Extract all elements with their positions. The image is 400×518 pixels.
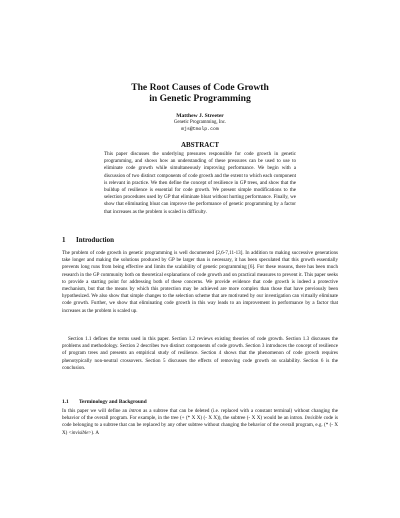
abstract-text: This paper discusses the underlying pressures responsible for code growth in genetic programming, and shows how an understanding of these pressures can be used to use to eliminate code growth while simultaneously improving performance. We begin with a discussion of two distinct components of code growth and the extent to which each component is relevant in practice. We then define the concept of resilience in GP trees, and show that the buildup of resilience is essential for code growth. We present simple modifications to the selection procedures used by GP that eliminate bloat without hurting performance. Finally, we show that eliminating bloat can improve the performance of genetic programming by a factor that increases as the problem is scaled in difficulty. xyxy=(104,151,296,215)
subsection-title: Terminology and Background xyxy=(79,399,147,405)
section-number: 1 xyxy=(62,236,66,244)
author-email: mjs@tmolp.com xyxy=(181,126,219,132)
abstract-heading: ABSTRACT xyxy=(180,141,220,149)
terminology-text-b: as a subtree that can be deleted (i.e. replaced with a constant terminal) without changing the behavior of the overall program. For example, in the tree (+ (* X X) (- X X)), the subtree (- X X) would be an intron. xyxy=(62,408,338,422)
terminology-text-a: In this paper we will define an xyxy=(62,408,130,414)
subsection-number: 1.1 xyxy=(62,399,69,405)
intro-paragraph-1: The problem of code growth in genetic programming is well documented [2,6-7,11-13]. In addition to making successive generations take longer and making the solutions produced by GP be larger than is necessary, it has been speculated that this growth essentially prevents long runs from being effective and limits the scalability of genetic programming [6]. For these reasons, there has been much research in the GP community both on theoretical explanations of code growth and on practical measures to prevent it. This paper seeks to provide a starting point for addressing both of these concerns. We provide evidence that code growth is indeed a protective mechanism, but that the means by which this protection may be achieved are more complex than those that have previously been hypothesized. We also show that simple changes to the selection scheme that are motivated by our investigation can virtually eliminate code growth. Further, we show that eliminating code growth in this way leads to an improvement in performance by a factor that increases as the problem is scaled up. xyxy=(62,250,338,314)
terminology-text-d: >). A xyxy=(88,429,99,436)
section-title: Introduction xyxy=(76,236,114,244)
paper-title-line2: in Genetic Programming xyxy=(149,93,251,104)
author-name: Matthew J. Streeter xyxy=(176,113,224,119)
terminology-paragraph xyxy=(62,408,338,437)
term-intron: intron xyxy=(129,408,142,414)
intro-paragraph-2: Section 1.1 defines the terms used in this paper. Section 1.2 reviews existing theories of code growth. Section 1.3 discusses the problems and methodology. Section 2 describes two distinct components of code growth. Section 3 introduces the concept of resilience of program trees and presents an empirical study of resilience. Section 4 shows that the phenomenon of code growth requires phenotypically non-neutral crossovers. Section 5 discusses the effects of removing code growth on scalability. Section 6 is the conclusion. xyxy=(62,336,338,371)
terminology-text-c: code is code belonging to a subtree that can be replaced by any other subtree without changing the behavior of the overall program, e.g. (* (- X X) < xyxy=(62,415,338,436)
paper-title-line1: The Root Causes of Code Growth xyxy=(131,82,269,93)
term-invisible: Invisible xyxy=(304,415,323,422)
term-invisible-2: invisible xyxy=(71,429,89,436)
section-heading xyxy=(62,236,114,244)
author-affiliation: Genetic Programming, Inc. xyxy=(173,120,227,125)
subsection-heading xyxy=(62,399,147,406)
